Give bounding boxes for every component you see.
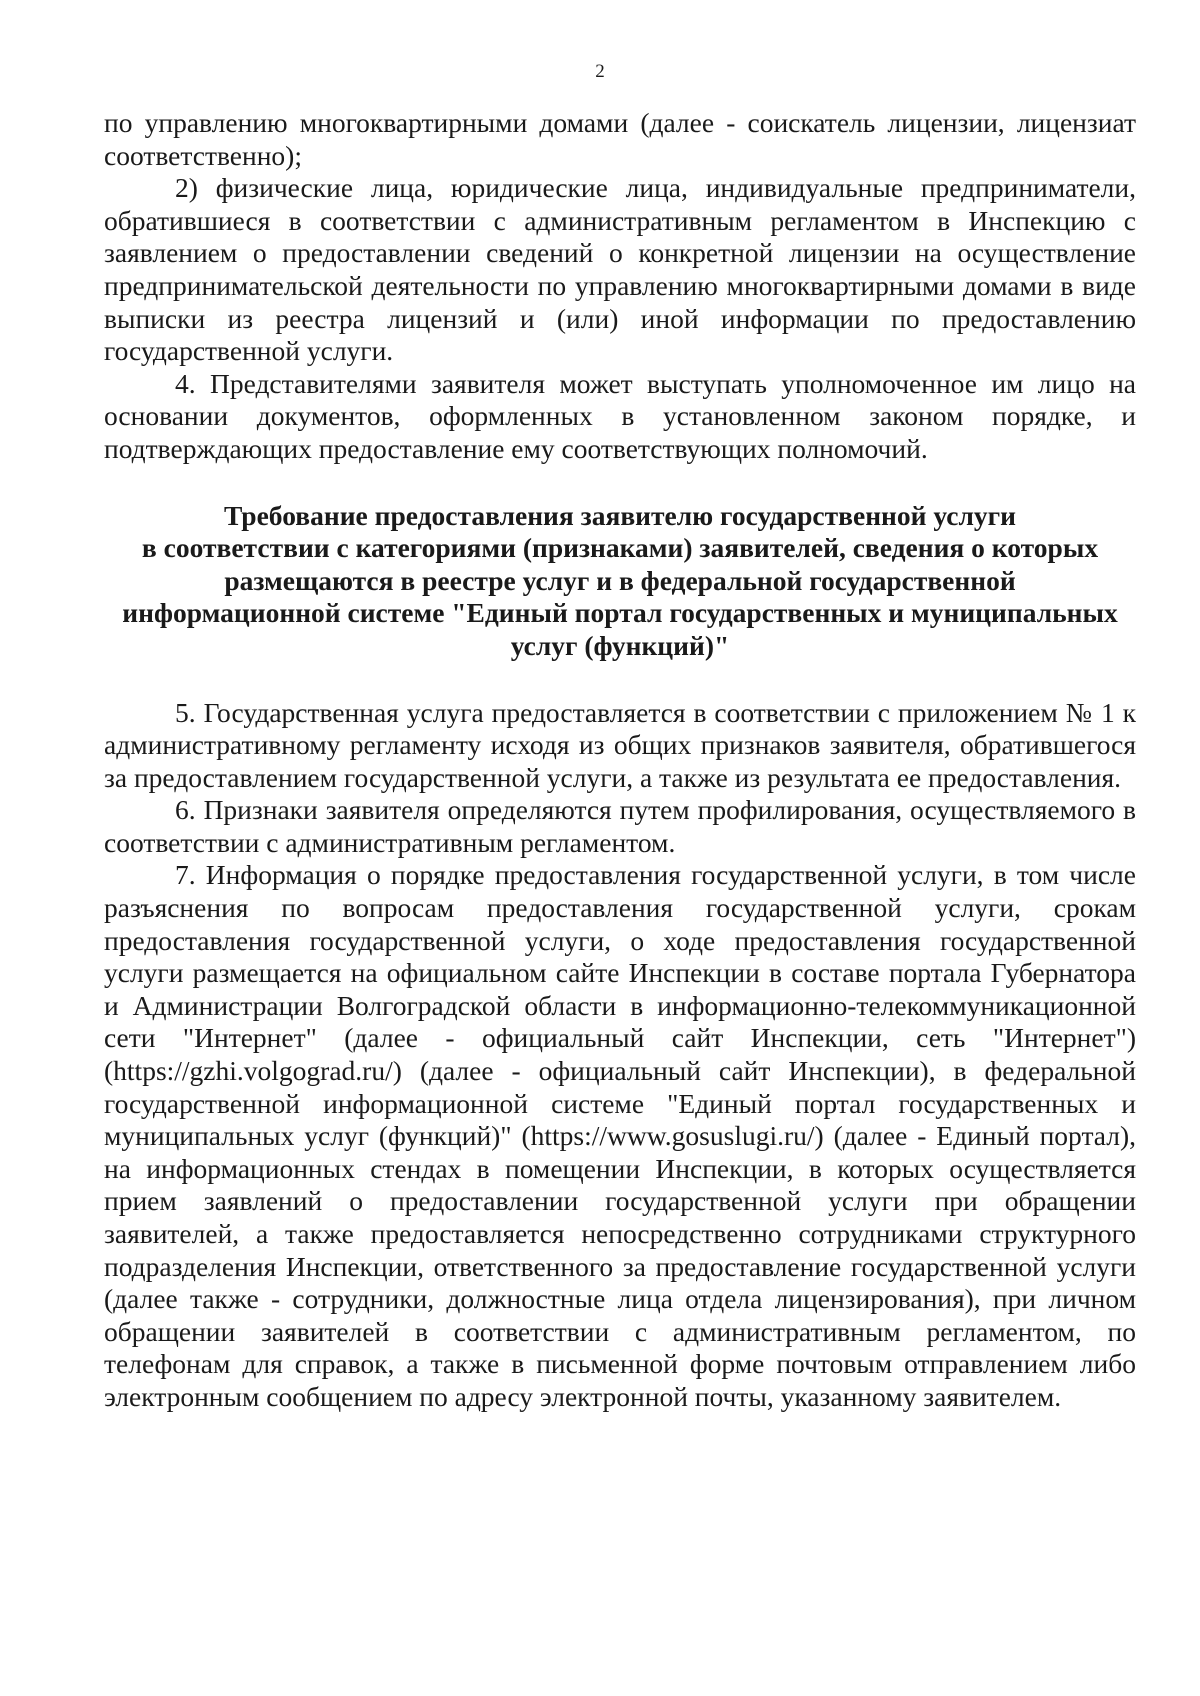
section-heading-line: размещаются в реестре услуг и в федеральной государственной	[224, 564, 1016, 596]
section-heading-line: информационной системе "Единый портал государственных и муниципальных	[122, 597, 1118, 629]
paragraph-item-6: 6. Признаки заявителя определяются путем профилирования, осуществляемого в соответствии с административным регламентом.	[104, 794, 1136, 858]
paragraph-item-7: 7. Информация о порядке предоставления государственной услуги, в том числе разъяснения по вопросам предоставления государственной услуги, срокам предоставления государственной услуги, о ходе предоставления государственной услуги размещается на официальном сайте Инспекции в составе портала Губернатора и Администрации Волгоградской области в информационно-телекоммуникационной сети "Интернет" (далее - официальный сайт Инспекции, сеть "Интернет") (https://gzhi.volgograd.ru/) (далее - официальный сайт Инспекции), в федеральной государственной информационной системе "Единый портал государственных и муниципальных услуг (функций)" (https://www.gosuslugi.ru/) (далее - Единый портал), на информационных стендах в помещении Инспекции, в которых осуществляется прием заявлений о предоставлении государственной услуги при обращении заявителей, а также предоставляется непосредственно сотрудниками структурного подразделения Инспекции, ответственного за предоставление государственной услуги (далее также - сотрудники, должностные лица отдела лицензирования), при личном обращении заявителей в соответствии с административным регламентом, по телефонам для справок, а также в письменной форме почтовым отправлением либо электронным сообщением по адресу электронной почты, указанному заявителем.	[104, 859, 1136, 1412]
section-heading-line: услуг (функций)"	[510, 629, 730, 661]
section-heading-line: Требование предоставления заявителю государственной услуги	[224, 499, 1016, 531]
paragraph-continuation: по управлению многоквартирными домами (далее - соискатель лицензии, лицензиат соответственно);	[104, 107, 1136, 171]
page-number: 2	[595, 61, 605, 82]
document-body	[104, 107, 1136, 1414]
section-heading-line: в соответствии с категориями (признаками) заявителей, сведения о которых	[141, 532, 1099, 564]
paragraph-item-5: 5. Государственная услуга предоставляется в соответствии с приложением № 1 к административному регламенту исходя из общих признаков заявителя, обратившегося за предоставлением государственной услуги, а также из результата ее предоставления.	[104, 696, 1136, 793]
paragraph-item-2: 2) физические лица, юридические лица, индивидуальные предприниматели, обратившиеся в соответствии с административным регламентом в Инспекцию с заявлением о предоставлении сведений о конкретной лицензии на осуществление предпринимательской деятельности по управлению многоквартирными домами в виде выписки из реестра лицензий и (или) иной информации по предоставлению государственной услуги.	[104, 172, 1136, 367]
paragraph-item-4: 4. Представителями заявителя может выступать уполномоченное им лицо на основании документов, оформленных в установленном законом порядке, и подтверждающих предоставление ему соответствующих полномочий.	[104, 367, 1136, 464]
section-heading	[104, 500, 1136, 663]
